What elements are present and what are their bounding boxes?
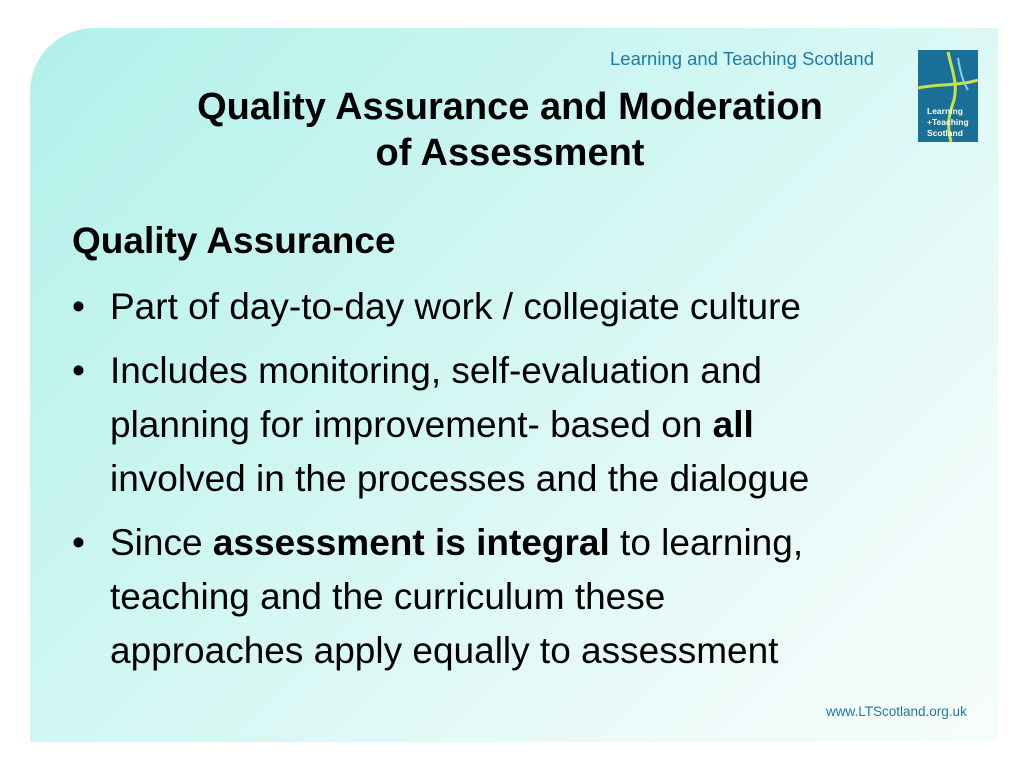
bullet-line [110,280,992,334]
logo-line: Learning [927,106,963,116]
bullet-line [110,452,992,506]
bullet-line [110,570,992,624]
bullet-line [110,516,992,570]
bullet-item [72,280,992,334]
bullet-list [72,280,992,688]
bullet-text: Since [110,522,213,563]
bullet-marker: • [72,350,85,391]
slide-title [100,84,920,176]
bullet-marker: • [72,522,85,563]
bullet-item [72,344,992,506]
bullet-text: involved in the processes and the dialogue [110,458,810,499]
title-line: Quality Assurance and Moderation [197,86,823,128]
title-line: of Assessment [375,132,645,174]
bold-text: assessment is integral [212,522,610,563]
bullet-text: approaches apply equally to assessment [110,630,779,671]
bullet-item [72,516,992,678]
bullet-text: to learning, [609,522,804,563]
website-url: www.LTScotland.org.uk [826,704,967,719]
bullet-line [110,398,992,452]
logo-line: +Teaching [927,117,969,127]
section-heading: Quality Assurance [72,220,396,261]
logo-line: Scotland [927,128,963,138]
organization-name: Learning and Teaching Scotland [610,48,875,69]
bullet-text: planning for improvement- based on [110,404,713,445]
lts-logo [918,50,978,142]
bullet-text: teaching and the curriculum these [110,576,666,617]
bullet-line [110,344,992,398]
bullet-line [110,624,992,678]
bullet-text: Includes monitoring, self-evaluation and [110,350,762,391]
logo-text [927,106,969,139]
bold-text: all [712,404,754,445]
bullet-text: Part of day-to-day work / collegiate culture [110,286,801,327]
bullet-marker: • [72,286,85,327]
